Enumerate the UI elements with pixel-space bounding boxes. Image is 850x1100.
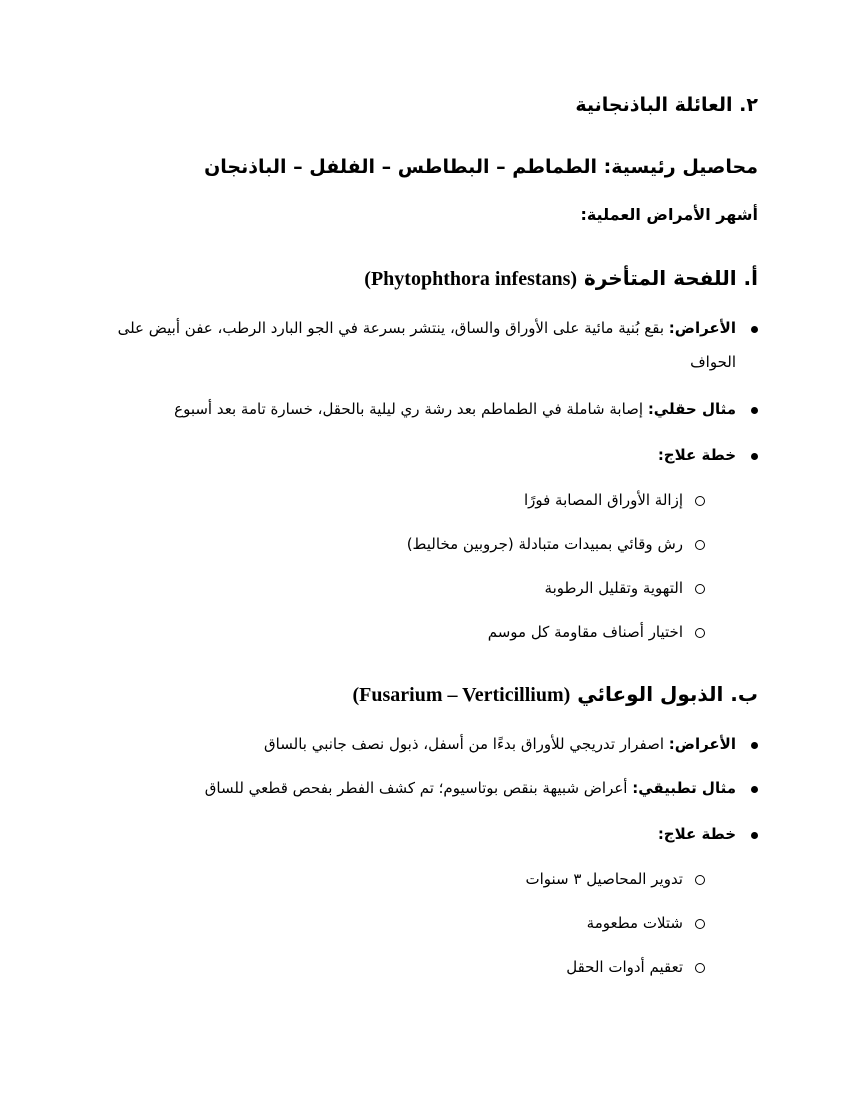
disease-a-example bbox=[110, 392, 758, 426]
famous-diseases-heading: أشهر الأمراض العملية: bbox=[580, 205, 758, 224]
symptoms-text: بقع بُنية مائية على الأوراق والساق، ينتشر بسرعة في الجو البارد الرطب، عفن أبيض على الحواف bbox=[117, 319, 736, 371]
disease-a-plan-item: إزالة الأوراق المصابة فورًا bbox=[524, 485, 705, 515]
disease-b-plan bbox=[110, 817, 758, 851]
bullet-icon bbox=[751, 742, 758, 749]
disease-b-title-latin: (Fusarium – Verticillium) bbox=[352, 684, 571, 706]
bullet-icon bbox=[751, 326, 758, 333]
disease-a-plan-item: اختيار أصناف مقاومة كل موسم bbox=[488, 617, 705, 647]
disease-a-title bbox=[364, 266, 758, 291]
section-heading: ٢. العائلة الباذنجانية bbox=[575, 94, 758, 116]
disease-b-plan-item: تدوير المحاصيل ٣ سنوات bbox=[525, 864, 705, 894]
disease-b-title-arabic: ب. الذبول الوعائي bbox=[570, 682, 758, 706]
bullet-icon bbox=[751, 453, 758, 460]
disease-b-title bbox=[353, 682, 759, 707]
circle-bullet-icon bbox=[695, 584, 705, 594]
disease-a-symptoms bbox=[110, 311, 758, 379]
circle-bullet-icon bbox=[695, 540, 705, 550]
bullet-icon bbox=[751, 786, 758, 793]
example-label: مثال حقلي: bbox=[647, 400, 736, 418]
symptoms-label: الأعراض: bbox=[668, 735, 736, 753]
symptoms-label: الأعراض: bbox=[668, 319, 736, 337]
disease-a-plan-item: رش وقائي بمبيدات متبادلة (جروبين مخاليط) bbox=[407, 529, 705, 559]
example-text: أعراض شبيهة بنقص بوتاسيوم؛ تم كشف الفطر بفحص قطعي للساق bbox=[204, 779, 633, 797]
disease-a-title-latin: (Phytophthora infestans) bbox=[364, 268, 578, 290]
disease-a-plan-item: التهوية وتقليل الرطوبة bbox=[545, 573, 705, 603]
main-crops-heading: محاصيل رئيسية: الطماطم – البطاطس – الفلفل – الباذنجان bbox=[204, 156, 758, 178]
bullet-icon bbox=[751, 407, 758, 414]
bullet-icon bbox=[751, 832, 758, 839]
circle-bullet-icon bbox=[695, 496, 705, 506]
plan-label: خطة علاج: bbox=[657, 825, 736, 843]
disease-a-plan bbox=[110, 438, 758, 472]
circle-bullet-icon bbox=[695, 963, 705, 973]
symptoms-text: اصفرار تدريجي للأوراق بدءًا من أسفل، ذبول نصف جانبي بالساق bbox=[264, 735, 669, 753]
disease-b-plan-item: تعقيم أدوات الحقل bbox=[566, 952, 705, 982]
disease-a-title-arabic: أ. اللفحة المتأخرة bbox=[577, 266, 758, 290]
disease-b-symptoms bbox=[110, 727, 758, 761]
circle-bullet-icon bbox=[695, 875, 705, 885]
circle-bullet-icon bbox=[695, 628, 705, 638]
disease-b-plan-item: شتلات مطعومة bbox=[587, 908, 705, 938]
plan-label: خطة علاج: bbox=[657, 446, 736, 464]
example-label: مثال تطبيقي: bbox=[632, 779, 736, 797]
circle-bullet-icon bbox=[695, 919, 705, 929]
example-text: إصابة شاملة في الطماطم بعد رشة ري ليلية بالحقل، خسارة تامة بعد أسبوع bbox=[174, 400, 648, 418]
disease-b-example bbox=[110, 771, 758, 805]
